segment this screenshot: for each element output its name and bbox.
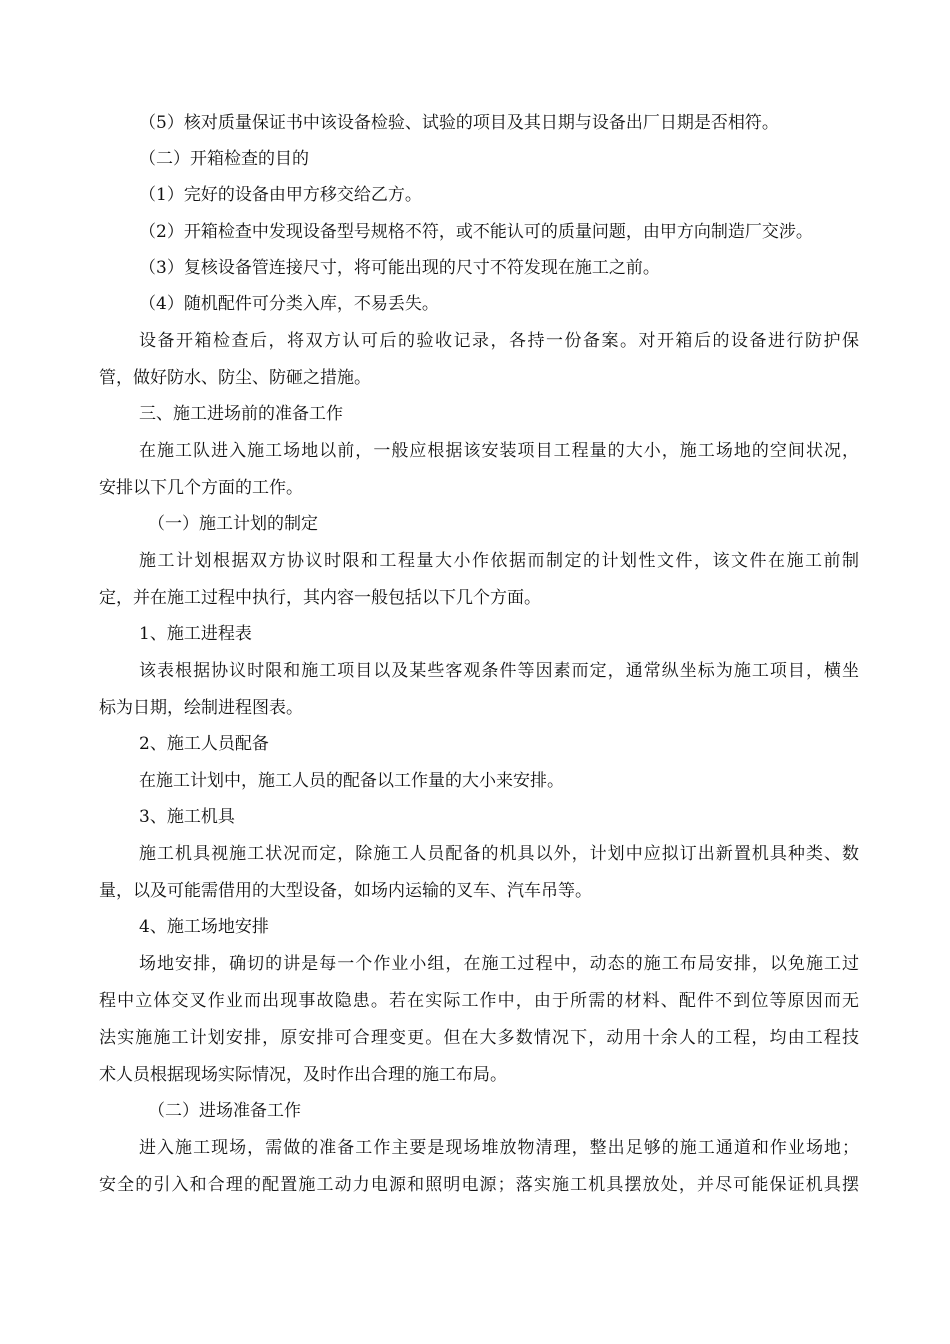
- paragraph-line: 法实施施工计划安排，原安排可合理变更。但在大多数情况下，动用十余人的工程，均由工程技: [99, 1028, 859, 1048]
- section-heading-unboxing-purpose: （二）开箱检查的目的: [139, 149, 309, 169]
- paragraph-line: 施工计划根据双方协议时限和工程量大小作依据而制定的计划性文件，该文件在施工前制: [139, 551, 859, 571]
- list-item-4: （4）随机配件可分类入库，不易丢失。: [139, 294, 439, 314]
- subheading-site-entry: （二）进场准备工作: [148, 1101, 301, 1121]
- paragraph-line: 施工机具视施工状况而定，除施工人员配备的机具以外，计划中应拟订出新置机具种类、数: [139, 844, 859, 864]
- subheading-staffing: 2、施工人员配备: [139, 734, 269, 754]
- paragraph-line: 程中立体交叉作业而出现事故隐患。若在实际工作中，由于所需的材料、配件不到位等原因而无: [99, 991, 859, 1011]
- paragraph-line: 设备开箱检查后，将双方认可后的验收记录，各持一份备案。对开箱后的设备进行防护保: [139, 331, 859, 351]
- paragraph-line: 在施工计划中，施工人员的配备以工作量的大小来安排。: [139, 771, 564, 791]
- paragraph-line: 安全的引入和合理的配置施工动力电源和照明电源；落实施工机具摆放处，并尽可能保证机具摆: [99, 1175, 859, 1195]
- paragraph-line: 标为日期，绘制进程图表。: [99, 698, 303, 718]
- paragraph-line: 管，做好防水、防尘、防砸之措施。: [99, 368, 371, 388]
- paragraph-line: 量，以及可能需借用的大型设备，如场内运输的叉车、汽车吊等。: [99, 881, 592, 901]
- subheading-site-arrangement: 4、施工场地安排: [139, 917, 269, 937]
- subheading-construction-plan: （一）施工计划的制定: [148, 514, 318, 534]
- paragraph-line: 在施工队进入施工场地以前，一般应根据该安装项目工程量的大小，施工场地的空间状况，: [139, 441, 859, 461]
- list-item-5: （5）核对质量保证书中该设备检验、试验的项目及其日期与设备出厂日期是否相符。: [139, 113, 779, 133]
- subheading-schedule: 1、施工进程表: [139, 624, 252, 644]
- paragraph-line: 场地安排，确切的讲是每一个作业小组，在施工过程中，动态的施工布局安排，以免施工过: [139, 954, 859, 974]
- list-item-3: （3）复核设备管连接尺寸，将可能出现的尺寸不符发现在施工之前。: [139, 258, 660, 278]
- list-item-2: （2）开箱检查中发现设备型号规格不符，或不能认可的质量问题，由甲方向制造厂交涉。: [139, 222, 813, 242]
- paragraph-line: 术人员根据现场实际情况，及时作出合理的施工布局。: [99, 1065, 507, 1085]
- subheading-equipment: 3、施工机具: [139, 807, 235, 827]
- list-item-1: （1）完好的设备由甲方移交给乙方。: [139, 185, 422, 205]
- paragraph-line: 进入施工现场，需做的准备工作主要是现场堆放物清理，整出足够的施工通道和作业场地；: [139, 1138, 859, 1158]
- paragraph-line: 安排以下几个方面的工作。: [99, 478, 303, 498]
- paragraph-line: 定，并在施工过程中执行，其内容一般包括以下几个方面。: [99, 588, 541, 608]
- section-heading-preparation: 三、施工进场前的准备工作: [139, 404, 343, 424]
- paragraph-line: 该表根据协议时限和施工项目以及某些客观条件等因素而定，通常纵坐标为施工项目，横坐: [139, 661, 859, 681]
